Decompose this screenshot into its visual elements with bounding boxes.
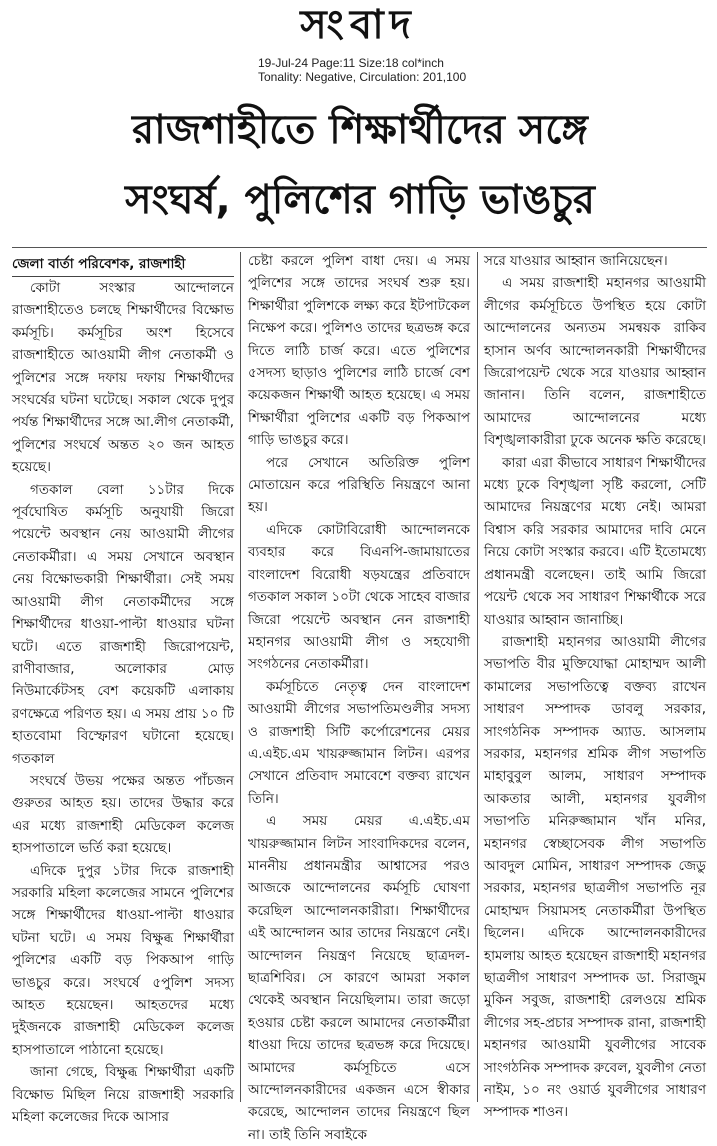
paragraph: সরে যাওয়ার আহ্বান জানিয়েছেন। (484, 253, 668, 269)
paragraph: সংঘর্ষে উভয় পক্ষের অন্তত পাঁচজন গুরুতর আহত হয়। তাদের উদ্ধার করে এর মধ্যে রাজশাহী মেডিকেল কলেজ হাসপাতালে ভর্তি করা হয়েছে। (12, 772, 234, 857)
paragraph: কর্মসূচিতে নেতৃত্ব দেন বাংলাদেশ আওয়ামী লীগের সভাপতিমণ্ডলীর সদস্য ও রাজশাহী সিটি কর্পোরেশনের মেয়র এ.এইচ.এম খায়রুজ্জামান লিটন। এরপর সেখানে প্রতিবাদ সমাবেশে বক্তব্য রাখেন তিনি। (248, 678, 470, 807)
paragraph: রাজশাহী মহানগর আওয়ামী লীগের সভাপতি বীর মুক্তিযোদ্ধা মোহাম্মদ আলী কামালের সভাপতিত্বে বক্তব্য রাখেন সাধারণ সম্পাদক ডাবলু সরকার, সাংগঠনিক সম্পাদক অ্যাড. আসলাম সরকার, মহানগর শ্রমিক লীগ সভাপতি মাহাবুবুল আলম, সাধারণ সম্পাদক আকতার আলী, মহানগর যুবলীগ সভাপতি মনিরুজ্জামান খাঁন মনির, মহানগর স্বেচ্ছাসেবক লীগ সভাপতি আবদুল মোমিন, সাধারণ সম্পাদক জেডু সরকার, মহানগর ছাত্রলীগ সভাপতি নূর মোহাম্মদ সিয়ামসহ নেতাকর্মীরা উপস্থিত ছিলেন। এদিকে আন্দোলনকারীদের হামলায় আহত হয়েছেন রাজশাহী মহানগর ছাত্রলীগ সাধারণ সম্পাদক ডা. সিরাজুম মুকিন সবুজ, রাজশাহী রেলওয়ে শ্রমিক লীগের সহ-প্রচার সম্পাদক রানা, রাজশাহী মহানগর আওয়ামী যুবলীগের সাবেক সাংগঠনিক সম্পাদক রুবেল, যুবলীগ নেতা নাইম, ১০ নং ওয়ার্ড যুবলীগের সাধারণ সম্পাদক শাওন। (484, 633, 706, 1121)
paragraph: জানা গেছে, বিক্ষুব্ধ শিক্ষার্থীরা একটি বিক্ষোভ মিছিল নিয়ে রাজশাহী সরকারি মহিলা কলেজের দিকে আসার (12, 1064, 234, 1126)
paragraph: কারা এরা কীভাবে সাধারণ শিক্ষার্থীদের মধ্যে ঢুকে বিশৃঙ্খলা সৃষ্টি করলো, সেটি আমাদের নিয়ন্ত্রণের মধ্যে নেই। আমরা বিশ্বাস করি সরকার আমাদের দাবি মেনে নিয়ে কোটা সংস্কার করবে। এটি ইতোমধ্যে প্রধানমন্ত্রী বলেছেন। তাই আমি জিরো পয়েন্ট থেকে সব সাধারণ শিক্ষার্থীকে সরে যাওয়ার আহ্বান জানাচ্ছি। (484, 454, 706, 628)
paragraph: কোটা সংস্কার আন্দোলনে রাজশাহীতেও চলছে শিক্ষার্থীদের বিক্ষোভ কর্মসূচি। কর্মসূচির অংশ হিসেবে রাজশাহীতে আওয়ামী লীগ নেতাকর্মী ও পুলিশের সঙ্গে দফায় দফায় শিক্ষার্থীদের সংঘর্ষের ঘটনা ঘটেছে। সকাল থেকে দুপুর পর্যন্ত শিক্ষার্থীদের সঙ্গে আ.লীগ নেতাকর্মী, পুলিশের সংঘর্ষে অন্তত ২০ জন আহত হয়েছে। (12, 280, 234, 476)
byline: জেলা বার্তা পরিবেশক, রাজশাহী (12, 254, 234, 277)
headline-line-1: রাজশাহীতে শিক্ষার্থীদের সঙ্গে (132, 107, 588, 153)
paragraph: এদিকে কোটাবিরোধী আন্দোলনকে ব্যবহার করে বিএনপি-জামায়াতের বাংলাদেশ বিরোধী ষড়যন্ত্রের প্রতিবাদে গতকাল সকাল ১০টা থেকে সাহেব বাজার জিরো পয়েন্টে অবস্থান নেন রাজশাহী মহানগর আওয়ামী লীগ ও সহযোগী সংগঠনের নেতাকর্মীরা। (248, 521, 470, 673)
paragraph: চেষ্টা করলে পুলিশ বাধা দেয়। এ সময় পুলিশের সঙ্গে তাদের সংঘর্ষ শুরু হয়। শিক্ষার্থীরা পুলিশকে লক্ষ্য করে ইটপাটকেল নিক্ষেপ করে। পুলিশও তাদের ছত্রভঙ্গ করে দিতে লাঠি চার্জ করে। এতে পুলিশের ৫সদস্য ছাড়াও পুলিশের লাঠি চার্জে বেশ কয়েকজন শিক্ষার্থী আহত হয়েছে। এ সময় শিক্ষার্থীরা পুলিশের একটি বড় পিকআপ গাড়ি ভাঙচুর করে। (248, 253, 470, 449)
paragraph: এদিকে দুপুর ১টার দিকে রাজশাহী সরকারি মহিলা কলেজের সামনে পুলিশের সঙ্গে শিক্ষার্থীদের ধাওয়া-পাল্টা ধাওয়ার ঘটনা ঘটে। এ সময় বিক্ষুব্ধ শিক্ষার্থীরা পুলিশের একটি বড় পিকআপ গাড়ি ভাঙচুর করে। সংঘর্ষে ৫পুলিশ সদস্য আহত হয়েছেন। আহতদের মধ্যে দুইজনকে রাজশাহী মেডিকেল কলেজ হাসপাতালে পাঠানো হয়েছে। (12, 862, 234, 1058)
paragraph: পরে সেখানে অতিরিক্ত পুলিশ মোতায়েন করে পরিস্থিতি নিয়ন্ত্রণে আনা হয়। (248, 454, 470, 516)
clip-meta-line-1: 19-Jul-24 Page:11 Size:18 col*inch (258, 56, 444, 70)
paragraph: এ সময় রাজশাহী মহানগর আওয়ামী লীগের কর্মসূচিতে উপস্থিত হয়ে কোটা আন্দোলনের অন্যতম সমন্বয়ক রাকিব হাসান অর্ণব আন্দোলনকারী শিক্ষার্থীদের জিরোপয়েন্ট থেকে সরে যাওয়ার আহ্বান জানান। তিনি বলেন, রাজশাহীতে আমাদের আন্দোলনের মধ্যে বিশৃঙ্খলাকারীরা ঢুকে অনেক ক্ষতি করেছে। (484, 275, 706, 449)
column-rule-2 (477, 252, 478, 1102)
column-rule-1 (240, 252, 241, 1102)
headline-line-2: সংঘর্ষ, পুলিশের গাড়ি ভাঙচুর (125, 177, 595, 223)
headline-divider (12, 247, 707, 248)
paragraph: গতকাল বেলা ১১টার দিকে পূর্বঘোষিত কর্মসূচি অনুযায়ী জিরো পয়েন্টে অবস্থান নেয় আওয়ামী লীগের নেতাকর্মীরা। এ সময় সেখানে অবস্থান নেয় বিক্ষোভকারী শিক্ষার্থীরা। সেই সময় আওয়ামী লীগ নেতাকর্মীদের সঙ্গে শিক্ষার্থীদের ধাওয়া-পাল্টা ধাওয়ার ঘটনা ঘটে। এতে রাজশাহী জিরোপয়েন্ট, রাণীবাজার, অলোকার মোড় নিউমার্কেটসহ বেশ কয়েকটি এলাকায় রণক্ষেত্রে পরিণত হয়। এ সময় প্রায় ১০ টি হাতবোমা বিস্ফোরণ ঘটানো হয়েছে। গতকাল (12, 481, 234, 767)
newspaper-masthead: সংবাদ (300, 1, 417, 48)
article-column-2 (248, 250, 470, 1143)
paragraph: এ সময় মেয়র এ.এইচ.এম খায়রুজ্জামান লিটন সাংবাদিকদের বলেন, মাননীয় প্রধানমন্ত্রীর আশ্বাসের পরও আজকে আন্দোলনের কর্মসূচি ঘোষণা করেছিল আন্দোলনকারীরা। শিক্ষার্থীদের এই আন্দোলন আর তাদের নিয়ন্ত্রণে নেই। আন্দোলন নিয়ন্ত্রণ নিয়েছে ছাত্রদল-ছাত্রশিবির। সে কারণে আমরা সকাল থেকেই অবস্থান নিয়েছিলাম। তারা জড়ো হওয়ার চেষ্টা করলে আমাদের নেতাকর্মীরা ধাওয়া দিয়ে তাদের ছত্রভঙ্গ করে দিয়েছে। আমাদের কর্মসূচিতে এসে আন্দোলনকারীদের একজন এসে স্বীকার করেছে, আন্দোলন তাদের নিয়ন্ত্রণে ছিল না। তাই তিনি সবাইকে (248, 813, 470, 1143)
article-column-3 (484, 250, 706, 1121)
article-column-1 (12, 254, 234, 1126)
clip-meta-line-2: Tonality: Negative, Circulation: 201,100 (258, 70, 467, 84)
